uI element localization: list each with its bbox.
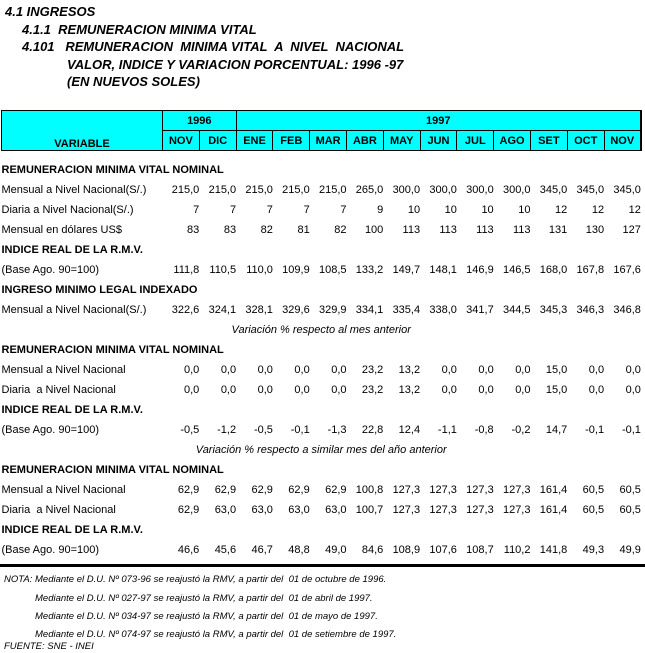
section-header-label: INDICE REAL DE LA R.M.V. <box>1 403 143 416</box>
month-header-3-feb: FEB <box>273 131 310 151</box>
table-title-line1: 4.101 REMUNERACION MINIMA VITAL A NIVEL NACIONAL <box>22 39 405 54</box>
month-header-11-oct: OCT <box>567 131 604 151</box>
value-cell-6: 300,0 <box>392 183 421 196</box>
value-cell-5: 133,2 <box>355 263 384 276</box>
section-header-label: INDICE REAL DE LA R.M.V. <box>1 243 143 256</box>
value-cell-8: 0,0 <box>478 383 494 396</box>
value-cell-2: 0,0 <box>257 363 273 376</box>
value-cell-11: 167,8 <box>576 263 605 276</box>
value-cell-9: 10 <box>518 203 531 216</box>
value-cell-2: 0,0 <box>257 383 273 396</box>
month-header-12-nov: NOV <box>604 131 641 151</box>
section-header-label: INDICE REAL DE LA R.M.V. <box>1 523 143 536</box>
rmv-table <box>1 110 642 560</box>
value-cell-10: 161,4 <box>539 483 568 496</box>
data-row <box>2 260 641 280</box>
value-cell-9: 110,2 <box>503 543 531 556</box>
value-cell-6: 335,4 <box>392 303 421 316</box>
value-cell-12: -0,1 <box>621 423 641 436</box>
value-cell-11: 60,5 <box>582 503 605 516</box>
value-cell-8: -0,8 <box>474 423 494 436</box>
section-header-label: INGRESO MINIMO LEGAL INDEXADO <box>1 283 198 296</box>
value-cell-7: 0,0 <box>441 363 457 376</box>
value-cell-4: 108,5 <box>318 263 347 276</box>
value-cell-3: 329,6 <box>282 303 310 316</box>
value-cell-10: 15,0 <box>545 363 568 376</box>
value-cell-3: 81 <box>297 223 310 236</box>
value-cell-9: 344,5 <box>502 303 531 316</box>
value-cell-5: 23,2 <box>361 363 384 376</box>
table-title-units: (EN NUEVOS SOLES) <box>67 74 200 89</box>
value-cell-7: 107,6 <box>429 543 457 556</box>
value-cell-10: 168,0 <box>539 263 568 276</box>
value-cell-6: 127,3 <box>392 503 421 516</box>
value-cell-12: 345,0 <box>613 183 641 196</box>
value-cell-1: 0,0 <box>220 383 237 396</box>
section-header-label: REMUNERACION MINIMA VITAL NOMINAL <box>1 163 224 176</box>
value-cell-3: 48,8 <box>288 543 310 556</box>
value-cell-3: 7 <box>303 203 310 216</box>
value-cell-8: 108,7 <box>466 543 494 556</box>
section-header-row <box>2 280 641 300</box>
row-label-cell: Mensual a Nivel Nacional <box>1 483 126 496</box>
row-label-cell: Mensual a Nivel Nacional <box>1 363 126 376</box>
value-cell-12: 12 <box>628 203 641 216</box>
value-cell-12: 167,6 <box>613 263 641 276</box>
value-cell-0: 322,6 <box>171 303 200 316</box>
value-cell-4: 7 <box>340 203 347 216</box>
value-cell-2: 82 <box>260 223 273 236</box>
value-cell-8: 146,9 <box>466 263 494 276</box>
note-line: Mediante el D.U. Nº 074-97 se reajustó la RMV, a partir del 01 de setiembre de 1997. <box>35 629 397 640</box>
month-header-2-ene: ENE <box>236 131 273 151</box>
value-cell-11: 12 <box>591 203 605 216</box>
section-header-label: REMUNERACION MINIMA VITAL NOMINAL <box>1 463 224 476</box>
value-cell-4: 63,0 <box>325 503 347 516</box>
value-cell-5: 22,8 <box>361 423 384 436</box>
value-cell-4: 82 <box>334 223 347 236</box>
month-header-0-nov: NOV <box>163 131 200 151</box>
value-cell-6: 127,3 <box>392 483 421 496</box>
month-header-9-ago: AGO <box>494 131 531 151</box>
subtitle-label: Variación % respecto a similar mes del año anterior <box>195 443 447 456</box>
value-cell-0: -0,5 <box>180 423 200 436</box>
value-cell-0: 62,9 <box>177 483 200 496</box>
data-row <box>2 300 641 320</box>
value-cell-6: 149,7 <box>392 263 421 276</box>
table-title-line2: VALOR, INDICE Y VARIACION PORCENTUAL: 1996 -97 <box>67 57 404 72</box>
value-cell-3: 215,0 <box>282 183 310 196</box>
section-header-row <box>2 460 641 480</box>
value-cell-1: 62,9 <box>214 483 237 496</box>
value-cell-5: 84,6 <box>361 543 384 556</box>
value-cell-10: 14,7 <box>545 423 568 436</box>
value-cell-11: 345,0 <box>576 183 605 196</box>
month-header-8-jul: JUL <box>457 131 494 151</box>
value-cell-3: 0,0 <box>294 363 310 376</box>
section-header-row <box>2 400 641 420</box>
value-cell-12: 346,8 <box>613 303 641 316</box>
value-cell-12: 49,9 <box>619 543 641 556</box>
source-line: FUENTE: SNE - INEI <box>4 641 94 652</box>
section-header-row <box>2 160 641 180</box>
value-cell-5: 265,0 <box>355 183 384 196</box>
month-header-4-mar: MAR <box>310 131 347 151</box>
value-cell-9: 127,3 <box>502 503 531 516</box>
value-cell-3: 62,9 <box>288 483 310 496</box>
value-cell-3: -0,1 <box>290 423 310 436</box>
row-label-cell: (Base Ago. 90=100) <box>1 543 100 556</box>
data-row <box>2 480 641 500</box>
value-cell-4: -1,3 <box>327 423 347 436</box>
value-cell-7: 338,0 <box>429 303 457 316</box>
value-cell-1: 324,1 <box>208 303 237 316</box>
value-cell-4: 62,9 <box>325 483 347 496</box>
month-header-5-abr: ABR <box>347 131 384 151</box>
value-cell-4: 329,9 <box>318 303 347 316</box>
value-cell-7: 0,0 <box>441 383 457 396</box>
value-cell-10: 345,3 <box>539 303 568 316</box>
row-label-cell: Diaria a Nivel Nacional(S/.) <box>1 203 134 216</box>
value-cell-1: -1,2 <box>217 423 237 436</box>
value-cell-6: 13,2 <box>398 363 421 376</box>
value-cell-8: 300,0 <box>466 183 494 196</box>
month-header-1-dic: DIC <box>199 131 236 151</box>
value-cell-9: 113 <box>512 223 531 236</box>
data-row <box>2 380 641 400</box>
section-header-row <box>2 340 641 360</box>
value-cell-5: 100 <box>364 223 384 236</box>
value-cell-8: 113 <box>476 223 494 236</box>
value-cell-0: 46,6 <box>177 543 200 556</box>
year-header-row <box>2 111 641 131</box>
data-row <box>2 420 641 440</box>
value-cell-6: 13,2 <box>398 383 421 396</box>
value-cell-7: 300,0 <box>429 183 457 196</box>
row-label-cell: Diaria a Nivel Nacional <box>1 503 116 516</box>
value-cell-9: 300,0 <box>502 183 531 196</box>
value-cell-5: 9 <box>377 203 384 216</box>
month-header-7-jun: JUN <box>420 131 457 151</box>
value-cell-10: 345,0 <box>539 183 568 196</box>
value-cell-3: 109,9 <box>282 263 310 276</box>
value-cell-9: -0,2 <box>511 423 531 436</box>
value-cell-7: 148,1 <box>429 263 457 276</box>
subtitle-row <box>2 440 641 460</box>
variable-column-header: VARIABLE <box>2 111 163 151</box>
value-cell-8: 0,0 <box>478 363 494 376</box>
value-cell-12: 0,0 <box>625 383 641 396</box>
value-cell-0: 0,0 <box>184 363 200 376</box>
value-cell-2: -0,5 <box>253 423 273 436</box>
value-cell-9: 0,0 <box>515 383 531 396</box>
value-cell-4: 0,0 <box>331 363 347 376</box>
value-cell-6: 12,4 <box>398 423 421 436</box>
value-cell-7: 113 <box>439 223 457 236</box>
nota-label: NOTA: <box>4 574 33 585</box>
value-cell-6: 108,9 <box>392 543 421 556</box>
value-cell-10: 161,4 <box>539 503 568 516</box>
section-header-label: REMUNERACION MINIMA VITAL NOMINAL <box>1 343 224 356</box>
table-bottom-rule <box>0 564 645 567</box>
value-cell-8: 127,3 <box>466 503 494 516</box>
value-cell-5: 100,7 <box>355 503 384 516</box>
value-cell-3: 63,0 <box>288 503 310 516</box>
row-label-cell: Mensual a Nivel Nacional(S/.) <box>1 183 147 196</box>
row-label-cell: Mensual en dólares US$ <box>1 223 122 236</box>
value-cell-11: 49,3 <box>582 543 605 556</box>
year-group-1996: 1996 <box>163 111 237 131</box>
section-header-row <box>2 520 641 540</box>
row-label-cell: Mensual a Nivel Nacional(S/.) <box>1 303 147 316</box>
value-cell-4: 215,0 <box>318 183 347 196</box>
value-cell-11: 130 <box>585 223 605 236</box>
value-cell-0: 7 <box>193 203 200 216</box>
value-cell-10: 12 <box>555 203 568 216</box>
value-cell-1: 0,0 <box>220 363 237 376</box>
row-label-cell: (Base Ago. 90=100) <box>1 263 100 276</box>
value-cell-2: 110,0 <box>246 263 273 276</box>
value-cell-2: 63,0 <box>251 503 273 516</box>
value-cell-10: 15,0 <box>545 383 568 396</box>
month-header-10-set: SET <box>530 131 567 151</box>
value-cell-9: 146,5 <box>502 263 531 276</box>
value-cell-11: -0,1 <box>585 423 605 436</box>
value-cell-1: 215,0 <box>208 183 237 196</box>
value-cell-2: 215,0 <box>245 183 273 196</box>
month-header-6-may: MAY <box>383 131 420 151</box>
value-cell-12: 60,5 <box>619 483 641 496</box>
value-cell-0: 0,0 <box>184 383 200 396</box>
note-line: Mediante el D.U. Nº 073-96 se reajustó la RMV, a partir del 01 de octubre de 1996. <box>35 574 387 585</box>
value-cell-10: 131 <box>548 223 568 236</box>
value-cell-12: 0,0 <box>625 363 641 376</box>
value-cell-11: 0,0 <box>588 363 605 376</box>
value-cell-10: 141,8 <box>539 543 568 556</box>
value-cell-9: 127,3 <box>502 483 531 496</box>
value-cell-1: 63,0 <box>214 503 237 516</box>
data-row <box>2 220 641 240</box>
value-cell-0: 215,0 <box>171 183 200 196</box>
value-cell-8: 10 <box>481 203 494 216</box>
value-cell-0: 62,9 <box>177 503 200 516</box>
value-cell-9: 0,0 <box>515 363 531 376</box>
value-cell-4: 0,0 <box>331 383 347 396</box>
section-header-row <box>2 240 641 260</box>
value-cell-7: -1,1 <box>437 423 457 436</box>
data-row <box>2 500 641 520</box>
value-cell-12: 127 <box>622 223 641 236</box>
section-number-title: 4.1 INGRESOS <box>5 4 96 19</box>
data-row <box>2 180 641 200</box>
value-cell-4: 49,0 <box>325 543 347 556</box>
note-line: Mediante el D.U. Nº 027-97 se reajustó la RMV, a partir del 01 de abril de 1997. <box>35 593 373 604</box>
data-row <box>2 540 641 560</box>
value-cell-11: 60,5 <box>582 483 605 496</box>
value-cell-6: 10 <box>407 203 421 216</box>
row-label-cell: (Base Ago. 90=100) <box>1 423 100 436</box>
value-cell-0: 83 <box>187 223 200 236</box>
value-cell-5: 334,1 <box>355 303 384 316</box>
value-cell-1: 7 <box>229 203 237 216</box>
note-line: Mediante el D.U. Nº 034-97 se reajustó la RMV, a partir del 01 de mayo de 1997. <box>35 611 378 622</box>
value-cell-7: 127,3 <box>429 483 457 496</box>
subsection-title: 4.1.1 REMUNERACION MINIMA VITAL <box>22 22 257 37</box>
subtitle-row <box>2 320 641 340</box>
value-cell-2: 46,7 <box>251 543 273 556</box>
value-cell-8: 127,3 <box>466 483 494 496</box>
table-body <box>2 151 641 560</box>
value-cell-1: 110,5 <box>209 263 237 276</box>
row-label-cell: Diaria a Nivel Nacional <box>1 383 116 396</box>
value-cell-8: 341,7 <box>466 303 494 316</box>
subtitle-label: Variación % respecto al mes anterior <box>231 323 411 336</box>
value-cell-11: 0,0 <box>588 383 605 396</box>
value-cell-7: 10 <box>444 203 457 216</box>
value-cell-2: 328,1 <box>245 303 273 316</box>
value-cell-11: 346,3 <box>576 303 605 316</box>
value-cell-0: 111,8 <box>173 263 200 276</box>
value-cell-2: 7 <box>266 203 273 216</box>
year-group-1997: 1997 <box>236 111 641 131</box>
value-cell-6: 113 <box>402 223 421 236</box>
value-cell-12: 60,5 <box>619 503 641 516</box>
value-cell-2: 62,9 <box>251 483 273 496</box>
value-cell-3: 0,0 <box>294 383 310 396</box>
value-cell-5: 100,8 <box>355 483 384 496</box>
value-cell-1: 45,6 <box>214 543 237 556</box>
data-row <box>2 360 641 380</box>
value-cell-5: 23,2 <box>361 383 384 396</box>
value-cell-1: 83 <box>223 223 237 236</box>
data-row <box>2 200 641 220</box>
value-cell-7: 127,3 <box>429 503 457 516</box>
